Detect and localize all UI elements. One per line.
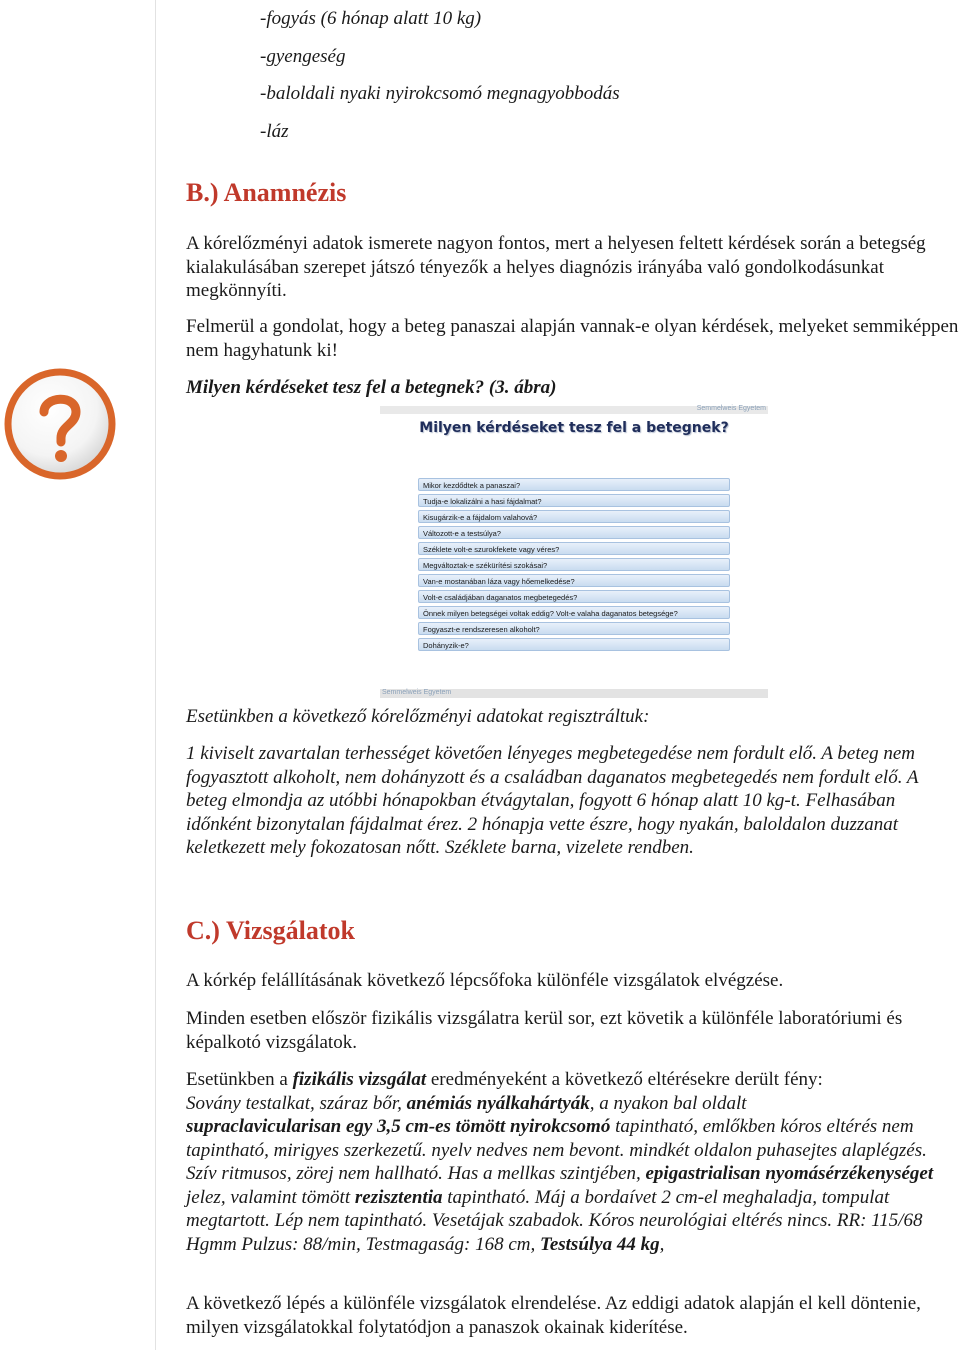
physical-exam-paragraph — [186, 1068, 960, 1256]
symptom-item: -baloldali nyaki nyirokcsomó megnagyobbodás — [260, 83, 620, 104]
exam-paragraph-last: A következő lépés a különféle vizsgálatok elrendelése. Az eddigi adatok alapján el kell döntenie, milyen vizsgálatokkal folytatódjon a panaszok okainak kiderítése. — [186, 1293, 921, 1338]
exam-text: , a nyakon bal oldalt — [589, 1092, 747, 1114]
exam-text: tapintható, emlőkben kóros eltérés nem tapintható, mirigyes szerkezetű. nyelv nedves nem bevont. mindkét oldalon puhasejtes alaplégzés. Szív ritmusos, zörej nem hallható. Has a mellkas szintjében, — [186, 1116, 927, 1184]
slide-question-box: Van-e mostanában láza vagy hőemelkedése? — [418, 574, 730, 587]
section-c-heading — [186, 916, 355, 946]
slide-question-box: Dohányzik-e? — [418, 638, 730, 651]
slide-question-box: Önnek milyen betegségei voltak eddig? Volt-e valaha daganatos betegsége? — [418, 606, 730, 619]
exam-paragraph-1: A kórkép felállításának következő lépcsőfoka különféle vizsgálatok elvégzése. — [186, 970, 784, 991]
exam-text: Esetünkben a — [186, 1069, 293, 1090]
slide-watermark-bottom: Semmelweis Egyetem — [382, 689, 452, 696]
exam-highlight: fizikális vizsgálat — [292, 1069, 427, 1090]
case-history-intro: Esetünkben a következő kórelőzményi adatokat regisztráltuk: — [186, 706, 650, 727]
case-history-text: 1 kiviselt zavartalan terhességet követően lényeges megbetegedése nem fordult elő. A beteg nem fogyasztott alkoholt, nem dohányzott és a családban daganatos megbetegedés nem fordult elő. A beteg elmondja az utóbbi hónapokban étvágytalan, fogyott 6 hónap alatt 10 kg-t. Felhasában időnként bizonytalan fájdalmat érez. 2 hónapja vette észre, hogy nyakán, baloldalon duzzanat keletkezett mely fokozatosan nőtt. Széklete barna, vizelete rendben. — [186, 743, 919, 858]
question-mark-icon — [4, 368, 116, 480]
anamnesis-paragraph-1: A kórelőzményi adatok ismerete nagyon fontos, mert a helyesen feltett kérdések során a betegség kialakulásában szerepet játszó tényezők a helyes diagnózis irányába való gondolkodásunkat megkönnyíti. — [186, 233, 926, 301]
slide-title: Milyen kérdéseket tesz fel a betegnek? — [419, 420, 729, 436]
slide-question-box: Fogyaszt-e rendszeresen alkoholt? — [418, 622, 730, 635]
slide-question-box: Változott-e a testsúlya? — [418, 526, 730, 539]
page-left-rule — [155, 0, 156, 1350]
symptom-item: -gyengeség — [260, 46, 346, 67]
section-b-title: ) Anamnézis — [209, 178, 347, 207]
section-c-title: ) Vizsgálatok — [211, 916, 356, 945]
section-b-letter: B. — [186, 178, 210, 207]
section-b-heading — [186, 178, 346, 208]
figure-question-line: Milyen kérdéseket tesz fel a betegnek? (3. ábra) — [186, 377, 557, 398]
exam-text: Sovány testalkat, száraz bőr, — [186, 1092, 407, 1114]
exam-highlight: epigastrialisan nyomásérzékenységet — [645, 1163, 934, 1184]
exam-text: tapintható. Máj a bordaívet 2 cm-el meghaladja, tompulat megtartott. Lép nem tapintható. Vesetájak szabadok. Kóros neurológiai eltérés nincs. RR: 115/68 Hgmm Pulzus: 88/min, Testmagaság: 168 cm, — [186, 1186, 923, 1255]
exam-highlight: supraclavicularisan egy 3,5 cm-es tömött nyirokcsomó — [186, 1116, 611, 1137]
exam-text: , — [659, 1233, 665, 1255]
anamnesis-paragraph-2: Felmerül a gondolat, hogy a beteg panaszai alapján vannak-e olyan kérdések, melyeket semmiképpen nem hagyhatunk ki! — [186, 316, 959, 361]
symptom-item: -fogyás (6 hónap alatt 10 kg) — [260, 8, 482, 29]
section-c-letter: C. — [186, 916, 212, 945]
figure-slide — [380, 406, 768, 698]
exam-highlight: anémiás nyálkahártyák — [406, 1092, 590, 1114]
symptom-item: -láz — [260, 121, 289, 142]
exam-paragraph-2: Minden esetben először fizikális vizsgálatra kerül sor, ezt követik a különféle laboratóriumi és képalkotó vizsgálatok. — [186, 1008, 903, 1053]
slide-question-box: Kisugárzik-e a fájdalom valahová? — [418, 510, 730, 523]
slide-question-box: Tudja-e lokalizálni a hasi fájdalmat? — [418, 494, 730, 507]
exam-highlight: Testsúlya 44 kg — [539, 1233, 660, 1255]
slide-question-box: Volt-e családjában daganatos megbetegedés? — [418, 590, 730, 603]
exam-text: jelez, valamint tömött — [186, 1186, 355, 1208]
slide-question-box: Széklete volt-e szurokfekete vagy véres? — [418, 542, 730, 555]
exam-text: eredményeként a következő eltérésekre derült fény: — [426, 1069, 823, 1090]
slide-question-box: Mikor kezdődtek a panaszai? — [418, 478, 730, 491]
slide-watermark-top: Semmelweis Egyetem — [696, 405, 766, 412]
slide-question-box: Megváltoztak-e székürítési szokásai? — [418, 558, 730, 571]
exam-highlight: rezisztentia — [354, 1186, 443, 1208]
